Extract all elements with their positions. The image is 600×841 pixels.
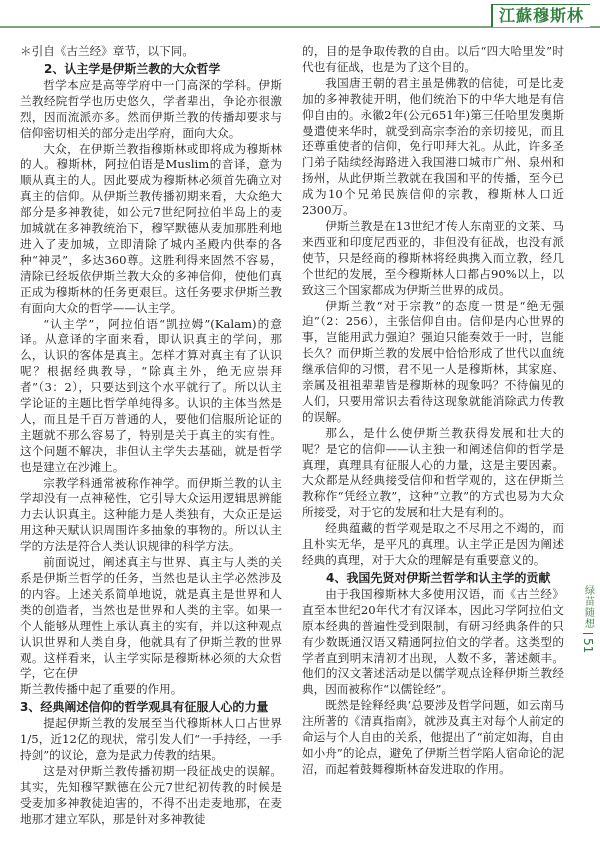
paragraph: 经典蕴藏的哲学观是取之不尽用之不竭的，而且朴实无华，是平凡的真理。认主学正是因为阐述经典的真理，对于大众的理解是有重要意义的。 — [302, 521, 564, 567]
right-column — [302, 44, 564, 834]
side-tab — [579, 585, 597, 653]
paragraph: 的，目的是争取传教的自由。以后“四大哈里发”时代也有征战，也是为了这个目的。 — [302, 44, 564, 74]
page-header — [0, 0, 600, 36]
paragraph: 斯兰教传播中起了重要的作用。 — [20, 682, 183, 697]
paragraph: 宗教学科通常被称作神学。而伊斯兰教的认主学却没有一点神秘性，它引导大众运用逻辑思辨能力去认识真主。这种能力是人类独有，大众正是运用这种天赋认识周围许多抽象的事物的。所以认主学的方法是符合人类认识规律的科学方法。 — [20, 475, 282, 554]
paragraph: 既然是铨释经典‘总要涉及哲学问题，如云南马注所著的《清真指南》，就涉及真主对每个人前定的命运与个人自由的关系，他提出了“前定如海，自由如小舟”的论点，避免了伊斯兰哲学陷人宿命论的泥沼，而起着鼓舞穆斯林奋发进取的作用。 — [302, 698, 564, 776]
paragraph: 我国唐王朝的君主虽是佛教的信徒，可是比麦加的多神教徒开明，他们统治下的中华大地是有信仰自由的。永徽2年(公元651年)第三任哈里发奥斯曼遣使来华时，就受到高宗李治的亲切接见，而且还尊重使者的信仰，免行叩拜大礼。从此，许多圣门弟子陆续经海路进入我国港口城市广州、泉州和扬州，从此伊斯兰教就在我国和平的传播，至今已成为10个兄弟民族信仰的宗教，穆斯林人口近2300万。 — [302, 75, 564, 218]
paragraph: 大众，在伊斯兰教指穆斯林或即将成为穆斯林的人。穆斯林，阿拉伯语是Muslim的音译，意为顺从真主的人。因此要成为穆斯林必须首先确立对真主的信仰。从伊斯兰教传播初期来看，大众绝大部分是多神教徒，如公元7世纪阿拉伯半岛上的麦加城就在多神教统治下，穆罕默德从麦加那胜利地进入了麦加城，立即清除了城内圣殿内供奉的各种“神灵”，多达360尊。这胜利得来固然不容易，清除已经坂依伊斯兰教大众的多神信仰，使他们真正成为穆斯林的任务更艰巨。这任务要求伊斯兰教有面向大众的哲学——认主学。 — [20, 141, 282, 315]
section-heading: 2、认主学是伊斯兰教的大众哲学 — [44, 61, 221, 76]
paragraph: 哲学本应是高等学府中一门高深的学科。伊斯兰教经院哲学也历史悠久，学者辈出，争论亦很激烈，因而流派亦多。然而伊斯兰教的传播却要求与信仰密切相关的部分走出学府，面向大众。 — [20, 77, 282, 140]
section-label: 绿苗随想 — [582, 585, 594, 629]
paragraph: ＊引自《古兰经》章节，以下同。 — [20, 44, 194, 58]
journal-title: 江蘇穆斯林 — [491, 4, 590, 27]
paragraph: 由于我国穆斯林大多使用汉语，而《古兰经》直至本世纪20年代才有汉译本，因此习学阿拉伯文原本经典的普遍性受到限制，有研习经典条件的只有少数既通汉语又精通阿拉伯文的学者。这类型的学者直到明末清初才出现，人数不多，著述颇丰。他们的汉文著述活动是以儒学观点诠释伊斯兰教经典，因而被称作“以儒铨经”。 — [302, 586, 564, 697]
side-divider — [583, 633, 593, 634]
page-number: 51 — [581, 638, 595, 654]
section-heading: 3、经典阐述信仰的哲学观具有征服人心的力量 — [20, 700, 269, 715]
paragraph: 伊斯兰教是在13世纪才传人东南亚的文莱、马来西亚和印度尼西亚的，非但没有征战，也没有派使节，只是经商的穆斯林将经典携入而立教，经几个世纪的发展，至今穆斯林人口都占90%以上，以致这三个国家都成为伊斯兰世界的成员。 — [302, 218, 564, 297]
paragraph: 那么，是什么使伊斯兰教获得发展和壮大的呢？是它的信仰——认主独一和阐述信仰的哲学是真理，真理具有征服人心的力量，这是主要因素。大众都是从经典接受信仰和哲学观的，这在伊斯兰教称作“凭经立教”，这种“立教”的方式也易为大众所接受，对于它的发展和壮大是有利的。 — [302, 425, 564, 520]
left-column — [20, 44, 282, 834]
paragraph: “认主学”，阿拉伯语“凯拉姆”(Kalam)的意译。从意译的字面来看，即认识真主的学问，那么，认识的客体是真主。怎样才算对真主有了认识呢？根据经典教导，“除真主外，绝无应崇拜者”（3：2），只要达到这个水平就行了。所以认主学论证的主题比哲学单纯得多。认识的主体当然是人，而且是千百万普通的人，要他们信服所论证的主题就不那么容易了，特别是关于真主的实有性。这个问题不解决，非但认主学失去基础，就是哲学也是建立在沙滩上。 — [20, 316, 282, 474]
section-heading: 4、我国先贤对伊斯兰哲学和认主学的贡献 — [326, 570, 551, 585]
paragraph: 这是对伊斯兰教传播初期一段征战史的误解。其实，先知穆罕默德在公元7世纪初传教的时候是受麦加多神教徒迫害的，不得不出走麦地那，在麦地那才建立军队，那是针对多神教徒 — [20, 763, 282, 826]
paragraph: 伊斯兰教“对于宗教”的态度一贯是“绝无强迫”（2：256），主张信仰自由。信仰是内心世界的事，岂能用武力强迫？强迫只能奏效于一时，岂能长久？而伊斯兰教的发展中恰恰形成了世代以血统继承信仰的习惯，君不见一人是穆斯林，其家庭、亲属及祖祖辈辈皆是穆斯林的现象吗？不待偏见的人们，只要用常识去看待这现象就能消除武力传教的误解。 — [302, 298, 564, 424]
paragraph: 提起伊斯兰教的发展至当代穆斯林人口占世界1/5，近12亿的现状，常引发人们“一手持经，一手持剑”的议论，意为是武力传教的结果。 — [20, 716, 282, 763]
paragraph: 前面说过，阐述真主与世界、真主与人类的关系是伊斯兰哲学的任务，当然也是认主学必然涉及的内容。上述关系简单地说，就是真主是世界和人类的创造者，当然也是世界和人类的主宰。如果一个人能够从理性上承认真主的实有，并以这种观点认识世界和人类自身，他就具有了伊斯兰教的世界观。这样看来，认主学实际是穆斯林必须的大众哲学，它在伊 — [20, 555, 282, 681]
